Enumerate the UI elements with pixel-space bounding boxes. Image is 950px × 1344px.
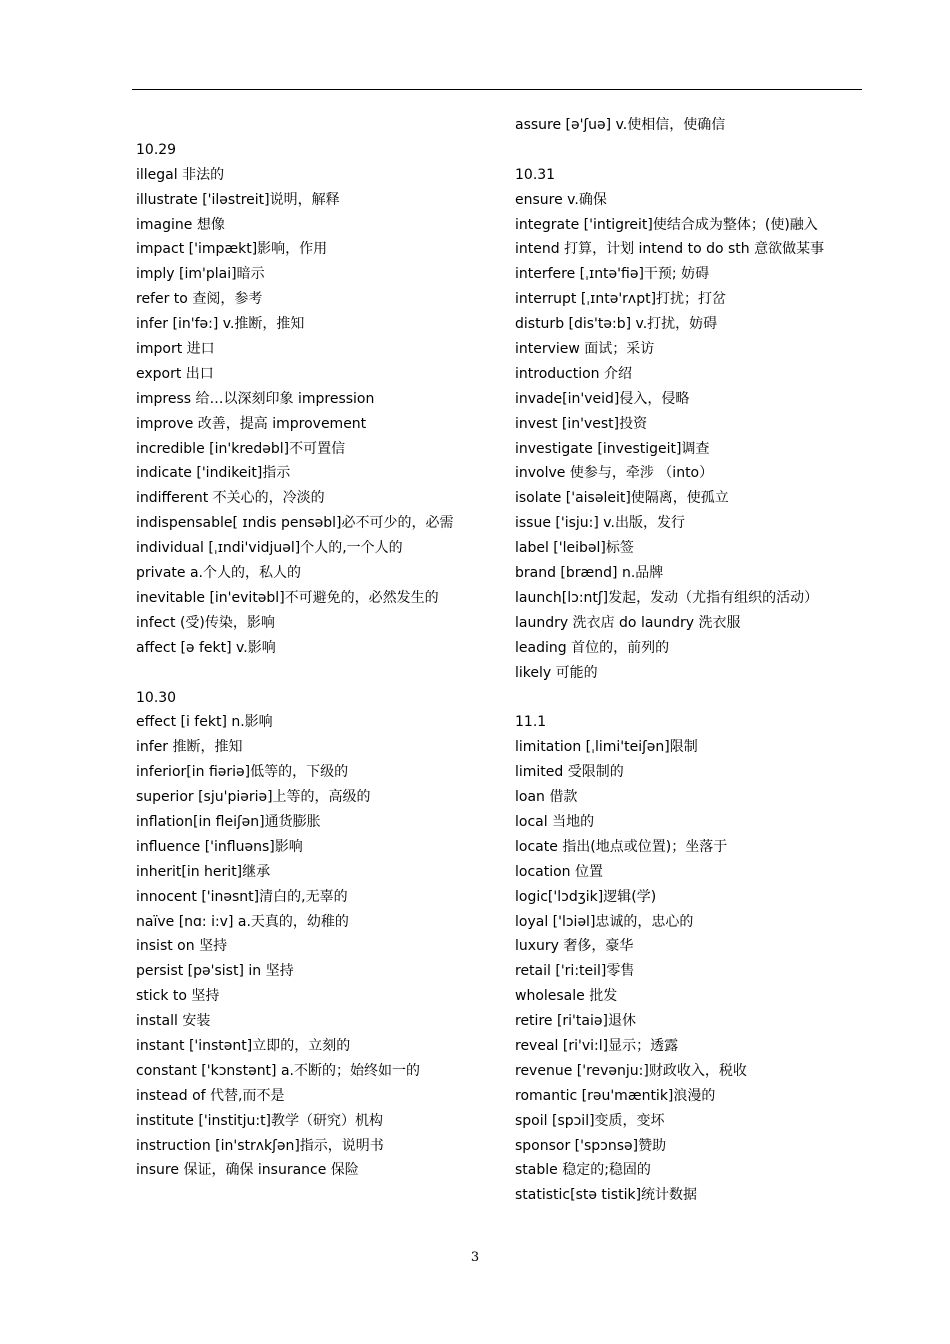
- vocab-entry: leading 首位的，前列的: [515, 639, 670, 656]
- vocab-entry: superior [sju'piəriə]上等的，高级的: [136, 789, 371, 806]
- blank-line: [515, 685, 875, 710]
- vocab-entry: inherit[in herit]继承: [136, 863, 271, 880]
- vocab-entry: interview 面试；采访: [515, 341, 655, 358]
- vocab-entry: infer [in'fə:] v.推断，推知: [136, 316, 305, 333]
- vocab-entry: stable 稳定的;稳固的: [515, 1162, 651, 1179]
- vocab-entry: involve 使参与，牵涉 （into）: [515, 465, 714, 482]
- vocab-entry: sponsor ['spɔnsə]赞助: [515, 1137, 667, 1154]
- vocab-entry: introduction 介绍: [515, 365, 632, 382]
- vocab-entry: indispensable[ ɪndis pensəbl]必不可少的，必需: [136, 515, 454, 532]
- vocab-entry: individual [ˌɪndi'vidjuəl]个人的,一个人的: [136, 540, 403, 557]
- vocab-entry: innocent ['inəsnt]清白的,无辜的: [136, 888, 348, 905]
- vocab-entry: invest [in'vest]投资: [515, 415, 648, 432]
- vocab-entry: inferior[in fiəriə]低等的，下级的: [136, 764, 349, 781]
- vocab-entry: retail ['ri:teil]零售: [515, 963, 635, 980]
- vocab-entry: stick to 坚持: [136, 988, 220, 1005]
- vocab-entry: impact ['impækt]影响，作用: [136, 241, 328, 258]
- vocab-entry: export 出口: [136, 365, 214, 382]
- vocab-entry: integrate ['intigreit]使结合成为整体；(使)融入: [515, 216, 818, 233]
- vocab-entry: improve 改善，提高 improvement: [136, 415, 367, 432]
- vocab-entry: local 当地的: [515, 813, 595, 830]
- right-column: [515, 113, 875, 1208]
- vocab-entry: instant ['instənt]立即的，立刻的: [136, 1037, 351, 1054]
- page-number: 3: [470, 1250, 480, 1265]
- vocab-entry: locate 指出(地点或位置)；坐落于: [515, 838, 728, 855]
- date-heading: 10.31: [515, 166, 556, 183]
- vocab-entry: private a.个人的，私人的: [136, 565, 301, 582]
- left-column: [136, 113, 496, 1183]
- vocab-entry: illustrate ['iləstreit]说明，解释: [136, 191, 340, 208]
- vocab-entry: insure 保证，确保 insurance 保险: [136, 1162, 359, 1179]
- vocab-entry: logic['lɔdʒik]逻辑(学): [515, 888, 657, 905]
- date-heading: 11.1: [515, 714, 547, 731]
- vocab-entry: constant ['kɔnstənt] a.不断的；始终如一的: [136, 1062, 420, 1079]
- vocab-entry: investigate [investigeit]调查: [515, 440, 710, 457]
- vocab-entry: import 进口: [136, 341, 215, 358]
- vocab-entry: insist on 坚持: [136, 938, 228, 955]
- vocab-entry: issue ['isju:] v.出版，发行: [515, 515, 685, 532]
- date-heading: 10.29: [136, 141, 177, 158]
- vocab-entry: laundry 洗衣店 do laundry 洗衣服: [515, 614, 741, 631]
- vocab-entry: naïve [nɑ: i:v] a.天真的，幼稚的: [136, 913, 349, 930]
- vocab-entry: assure [ə'ʃuə] v.使相信，使确信: [515, 117, 726, 133]
- vocab-entry: instead of 代替,而不是: [136, 1087, 285, 1104]
- vocab-entry: limitation [ˌlimi'teiʃən]限制: [515, 739, 698, 756]
- vocab-entry: affect [ə fekt] v.影响: [136, 639, 276, 656]
- vocab-entry: likely 可能的: [515, 664, 598, 681]
- vocab-entry: revenue ['revənju:]财政收入，税收: [515, 1062, 747, 1079]
- vocab-entry: romantic [rəu'mæntik]浪漫的: [515, 1087, 716, 1104]
- vocab-entry: intend 打算，计划 intend to do sth 意欲做某事: [515, 241, 825, 258]
- vocab-entry: limited 受限制的: [515, 764, 624, 781]
- date-heading: 10.30: [136, 689, 177, 706]
- vocab-entry: luxury 奢侈，豪华: [515, 938, 634, 955]
- vocab-entry: inflation[in fleiʃən]通货膨胀: [136, 813, 321, 830]
- vocab-entry: launch[lɔ:ntʃ]发起，发动（尤指有组织的活动）: [515, 589, 819, 606]
- vocab-entry: install 安装: [136, 1013, 211, 1030]
- vocab-entry: inevitable [in'evitəbl]不可避免的，必然发生的: [136, 589, 439, 606]
- vocab-entry: brand [brænd] n.品牌: [515, 565, 664, 582]
- vocab-entry: indifferent 不关心的，冷淡的: [136, 490, 325, 507]
- vocab-entry: impress 给…以深刻印象 impression: [136, 390, 375, 407]
- vocab-entry: reveal [ri'vi:l]显示；透露: [515, 1037, 679, 1054]
- vocab-entry: refer to 查阅，参考: [136, 291, 263, 308]
- vocab-entry: loan 借款: [515, 789, 578, 806]
- blank-line: [515, 138, 875, 163]
- vocab-entry: interfere [ˌɪntə'fiə]干预; 妨碍: [515, 266, 710, 283]
- vocab-entry: loyal ['lɔiəl]忠诚的，忠心的: [515, 913, 694, 930]
- vocab-entry: ensure v.确保: [515, 191, 607, 208]
- vocab-entry: imply [im'plai]暗示: [136, 266, 265, 283]
- vocab-entry: label ['leibəl]标签: [515, 540, 634, 557]
- vocab-entry: illegal 非法的: [136, 166, 225, 183]
- vocab-entry: persist [pə'sist] in 坚持: [136, 963, 294, 980]
- vocab-entry: effect [i fekt] n.影响: [136, 714, 273, 731]
- vocab-entry: wholesale 批发: [515, 988, 618, 1005]
- vocab-entry: disturb [dis'tə:b] v.打扰，妨碍: [515, 316, 718, 333]
- vocab-entry: isolate ['aisəleit]使隔离，使孤立: [515, 490, 729, 507]
- vocab-entry: institute ['institju:t]教学（研究）机构: [136, 1112, 384, 1129]
- vocab-entry: incredible [in'kredəbl]不可置信: [136, 440, 346, 457]
- vocab-entry: location 位置: [515, 863, 603, 880]
- vocab-entry: interrupt [ˌɪntə'rʌpt]打扰；打岔: [515, 291, 727, 308]
- vocab-entry: invade[in'veid]侵入，侵略: [515, 390, 690, 407]
- vocab-entry: indicate ['indikeit]指示: [136, 465, 291, 482]
- vocab-entry: imagine 想像: [136, 216, 225, 233]
- vocab-entry: spoil [spɔil]变质，变坏: [515, 1112, 665, 1129]
- vocab-entry: statistic[stə tistik]统计数据: [515, 1187, 698, 1204]
- blank-line: [136, 113, 496, 138]
- vocab-entry: influence ['influəns]影响: [136, 838, 303, 855]
- vocab-entry: infer 推断，推知: [136, 739, 243, 756]
- vocab-entry: instruction [in'strʌkʃən]指示，说明书: [136, 1137, 384, 1154]
- vocab-entry: infect (受)传染，影响: [136, 614, 275, 631]
- vocab-entry: retire [ri'taiə]退休: [515, 1013, 636, 1030]
- blank-line: [136, 661, 496, 686]
- header-rule: [132, 89, 862, 90]
